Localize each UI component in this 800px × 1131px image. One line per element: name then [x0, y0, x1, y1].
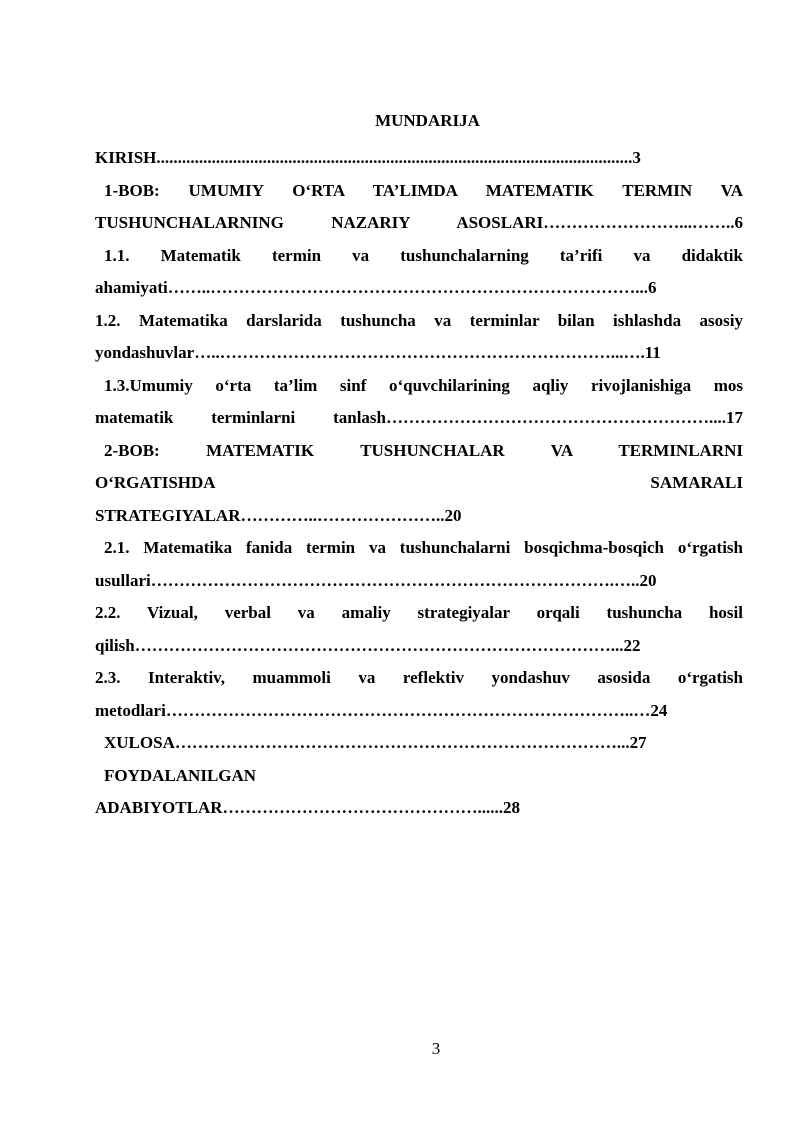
toc-entry-xulosa[interactable]: XULOSA……………………………………………………………………...27 — [104, 733, 647, 752]
toc-entry-chapter-2-cont[interactable]: O‘RGATISHDA SAMARALI — [95, 473, 743, 492]
toc-entry-1-1-cont[interactable]: ahamiyati……..…………………………………………………………………...6 — [95, 278, 657, 297]
toc-entry-references-cont[interactable]: ADABIYOTLAR………………………………………......28 — [95, 798, 521, 817]
toc-entry-2-3[interactable]: 2.3. Interaktiv, muammoli va reflektiv yondashuv asosida o‘rgatish — [95, 668, 743, 687]
toc-entry-1-1[interactable]: 1.1. Matematik termin va tushunchalarning ta’rifi va didaktik — [104, 245, 743, 265]
toc-entry-chapter-2-end[interactable]: STRATEGIYALAR…………..…………………..20 — [95, 505, 462, 525]
toc-entry-1-2[interactable]: 1.2. Matematika darslarida tushuncha va terminlar bilan ishlashda asosiy — [95, 310, 743, 330]
toc-entry-1-3[interactable]: 1.3.Umumiy o‘rta ta’lim sinf o‘quvchilarining aqliy rivojlanishiga mos — [104, 375, 743, 395]
toc-entry-1-2-cont[interactable]: yondashuvlar…..……………………………………………………………...….11 — [95, 343, 661, 362]
toc-title: MUNDARIJA — [375, 111, 480, 130]
toc-entry-chapter-1[interactable]: 1-BOB: UMUMIY O‘RTA TA’LIMDA MATEMATIK TERMIN VA — [104, 180, 743, 200]
toc-entry-2-3-cont[interactable]: metodlari………………………………………………………………………..…24 — [95, 700, 668, 720]
toc-entry-chapter-2[interactable]: 2-BOB: MATEMATIK TUSHUNCHALAR VA TERMINLARNI — [104, 440, 743, 460]
toc-entry-kirish[interactable]: KIRISH................................................................................................................3 — [95, 148, 641, 167]
toc-entry-chapter-1-cont[interactable]: TUSHUNCHALARNING NAZARIY ASOSLARI……………………...……..6 — [95, 213, 743, 232]
toc-entry-2-2-cont[interactable]: qilish…………………………………………………………………………...22 — [95, 635, 641, 655]
table-of-contents — [95, 142, 743, 825]
toc-entry-references[interactable]: FOYDALANILGAN — [104, 765, 257, 785]
toc-entry-1-3-cont[interactable]: matematik terminlarni tanlash…………………………………………………....17 — [95, 408, 743, 427]
page-number: 3 — [431, 1039, 441, 1058]
toc-entry-2-1-cont[interactable]: usullari……………………………………………………………………….…..20 — [95, 570, 657, 590]
toc-entry-2-1[interactable]: 2.1. Matematika fanida termin va tushunchalarni bosqichma-bosqich o‘rgatish — [104, 538, 743, 557]
toc-entry-2-2[interactable]: 2.2. Vizual, verbal va amaliy strategiyalar orqali tushuncha hosil — [95, 603, 743, 622]
